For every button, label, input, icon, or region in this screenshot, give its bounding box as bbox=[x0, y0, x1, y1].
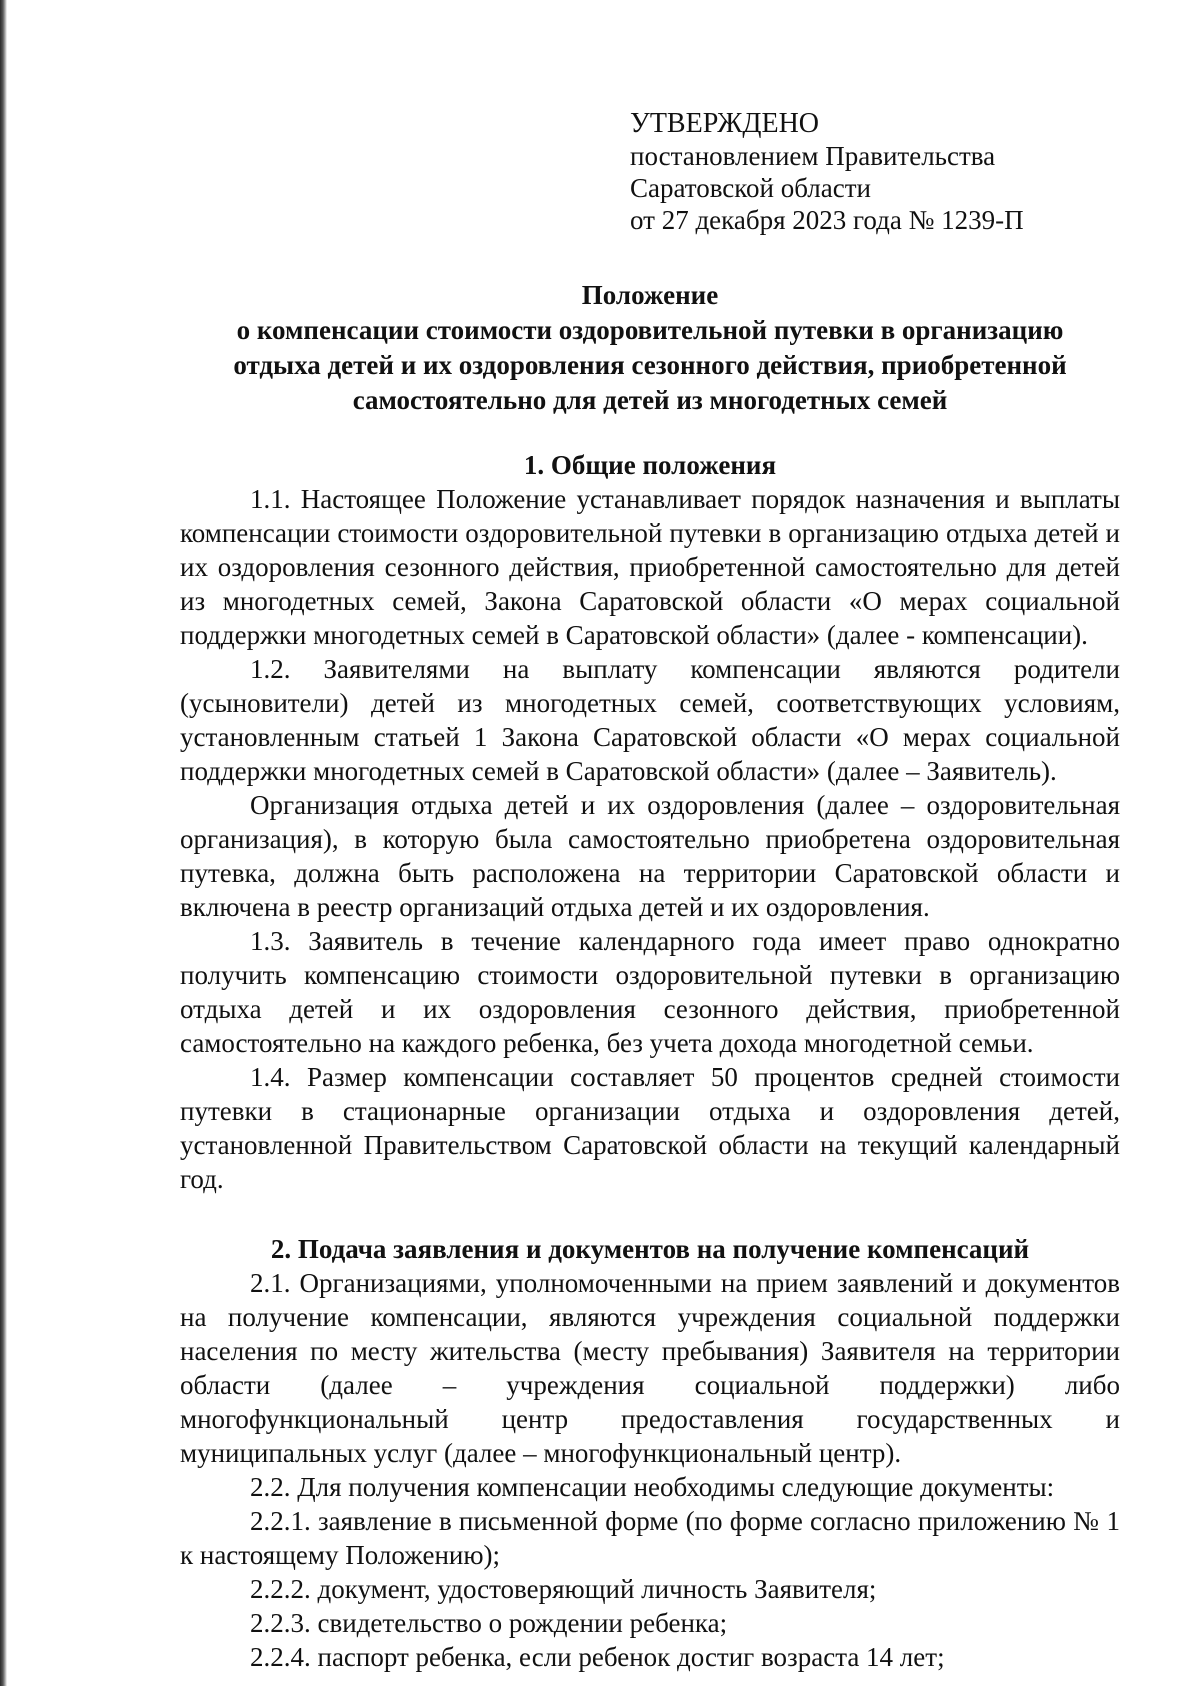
paragraph-2-2-2: 2.2.2. документ, удостоверяющий личность Заявителя; bbox=[250, 1574, 877, 1604]
scan-border bbox=[0, 0, 7, 1686]
approval-line: постановлением Правительства bbox=[630, 141, 996, 171]
section-heading-application: 2. Подача заявления и документов на получение компенсаций bbox=[270, 1234, 1030, 1264]
paragraph-1-2: 1.2. Заявителями на выплату компенсации являются родители (усыновители) детей из многодетных семей, соответствующих условиям, установленным статьей 1 Закона Саратовской области «О мерах социальной поддержки многодетных семей в Саратовской области» (далее – Заявитель). bbox=[180, 654, 1120, 786]
document-title bbox=[180, 278, 1120, 418]
document-title-line: отдыха детей и их оздоровления сезонного действия, приобретенной bbox=[233, 350, 1067, 380]
approval-title: УТВЕРЖДЕНО bbox=[630, 108, 820, 139]
paragraph-2-2-4: 2.2.4. паспорт ребенка, если ребенок достиг возраста 14 лет; bbox=[250, 1642, 945, 1672]
document-title-line: о компенсации стоимости оздоровительной путевки в организацию bbox=[236, 315, 1064, 345]
paragraph-1-2-organization: Организация отдыха детей и их оздоровления (далее – оздоровительная организация), в которую была самостоятельно приобретена оздоровительная путевка, должна быть расположена на территории Саратовской области и включена в реестр организаций отдыха детей и их оздоровления. bbox=[180, 790, 1120, 922]
section-heading-general: 1. Общие положения bbox=[523, 450, 777, 480]
paragraph-2-1: 2.1. Организациями, уполномоченными на прием заявлений и документов на получение компенсации, являются учреждения социальной поддержки населения по месту жительства (месту пребывания) Заявителя на территории области (далее – учреждения социальной поддержки) либо многофункциональный центр предоставления государственных и муниципальных услуг (далее – многофункциональный центр). bbox=[180, 1268, 1120, 1468]
paragraph-2-2-3: 2.2.3. свидетельство о рождении ребенка; bbox=[250, 1608, 728, 1638]
document-page bbox=[180, 108, 1120, 1674]
document-heading: Положение bbox=[581, 280, 719, 310]
paragraph-2-2-1: 2.2.1. заявление в письменной форме (по форме согласно приложению № 1 к настоящему Положению); bbox=[180, 1506, 1120, 1570]
document-title-line: самостоятельно для детей из многодетных семей bbox=[352, 385, 948, 415]
paragraph-1-4: 1.4. Размер компенсации составляет 50 процентов средней стоимости путевки в стационарные организации отдыха и оздоровления детей, установленной Правительством Саратовской области на текущий календарный год. bbox=[180, 1062, 1120, 1194]
approval-line: Саратовской области bbox=[630, 173, 871, 203]
paragraph-1-3: 1.3. Заявитель в течение календарного года имеет право однократно получить компенсацию стоимости оздоровительной путевки в организацию отдыха детей и их оздоровления сезонного действия, приобретенной самостоятельно на каждого ребенка, без учета дохода многодетной семьи. bbox=[180, 926, 1120, 1058]
approval-stamp bbox=[630, 108, 1120, 236]
paragraph-2-2: 2.2. Для получения компенсации необходимы следующие документы: bbox=[250, 1472, 1055, 1502]
paragraph-1-1: 1.1. Настоящее Положение устанавливает порядок назначения и выплаты компенсации стоимости оздоровительной путевки в организацию отдыха детей и их оздоровления сезонного действия, приобретенной самостоятельно для детей из многодетных семей, Закона Саратовской области «О мерах социальной поддержки многодетных семей в Саратовской области» (далее - компенсации). bbox=[180, 484, 1120, 650]
approval-line: от 27 декабря 2023 года № 1239-П bbox=[630, 205, 1024, 235]
